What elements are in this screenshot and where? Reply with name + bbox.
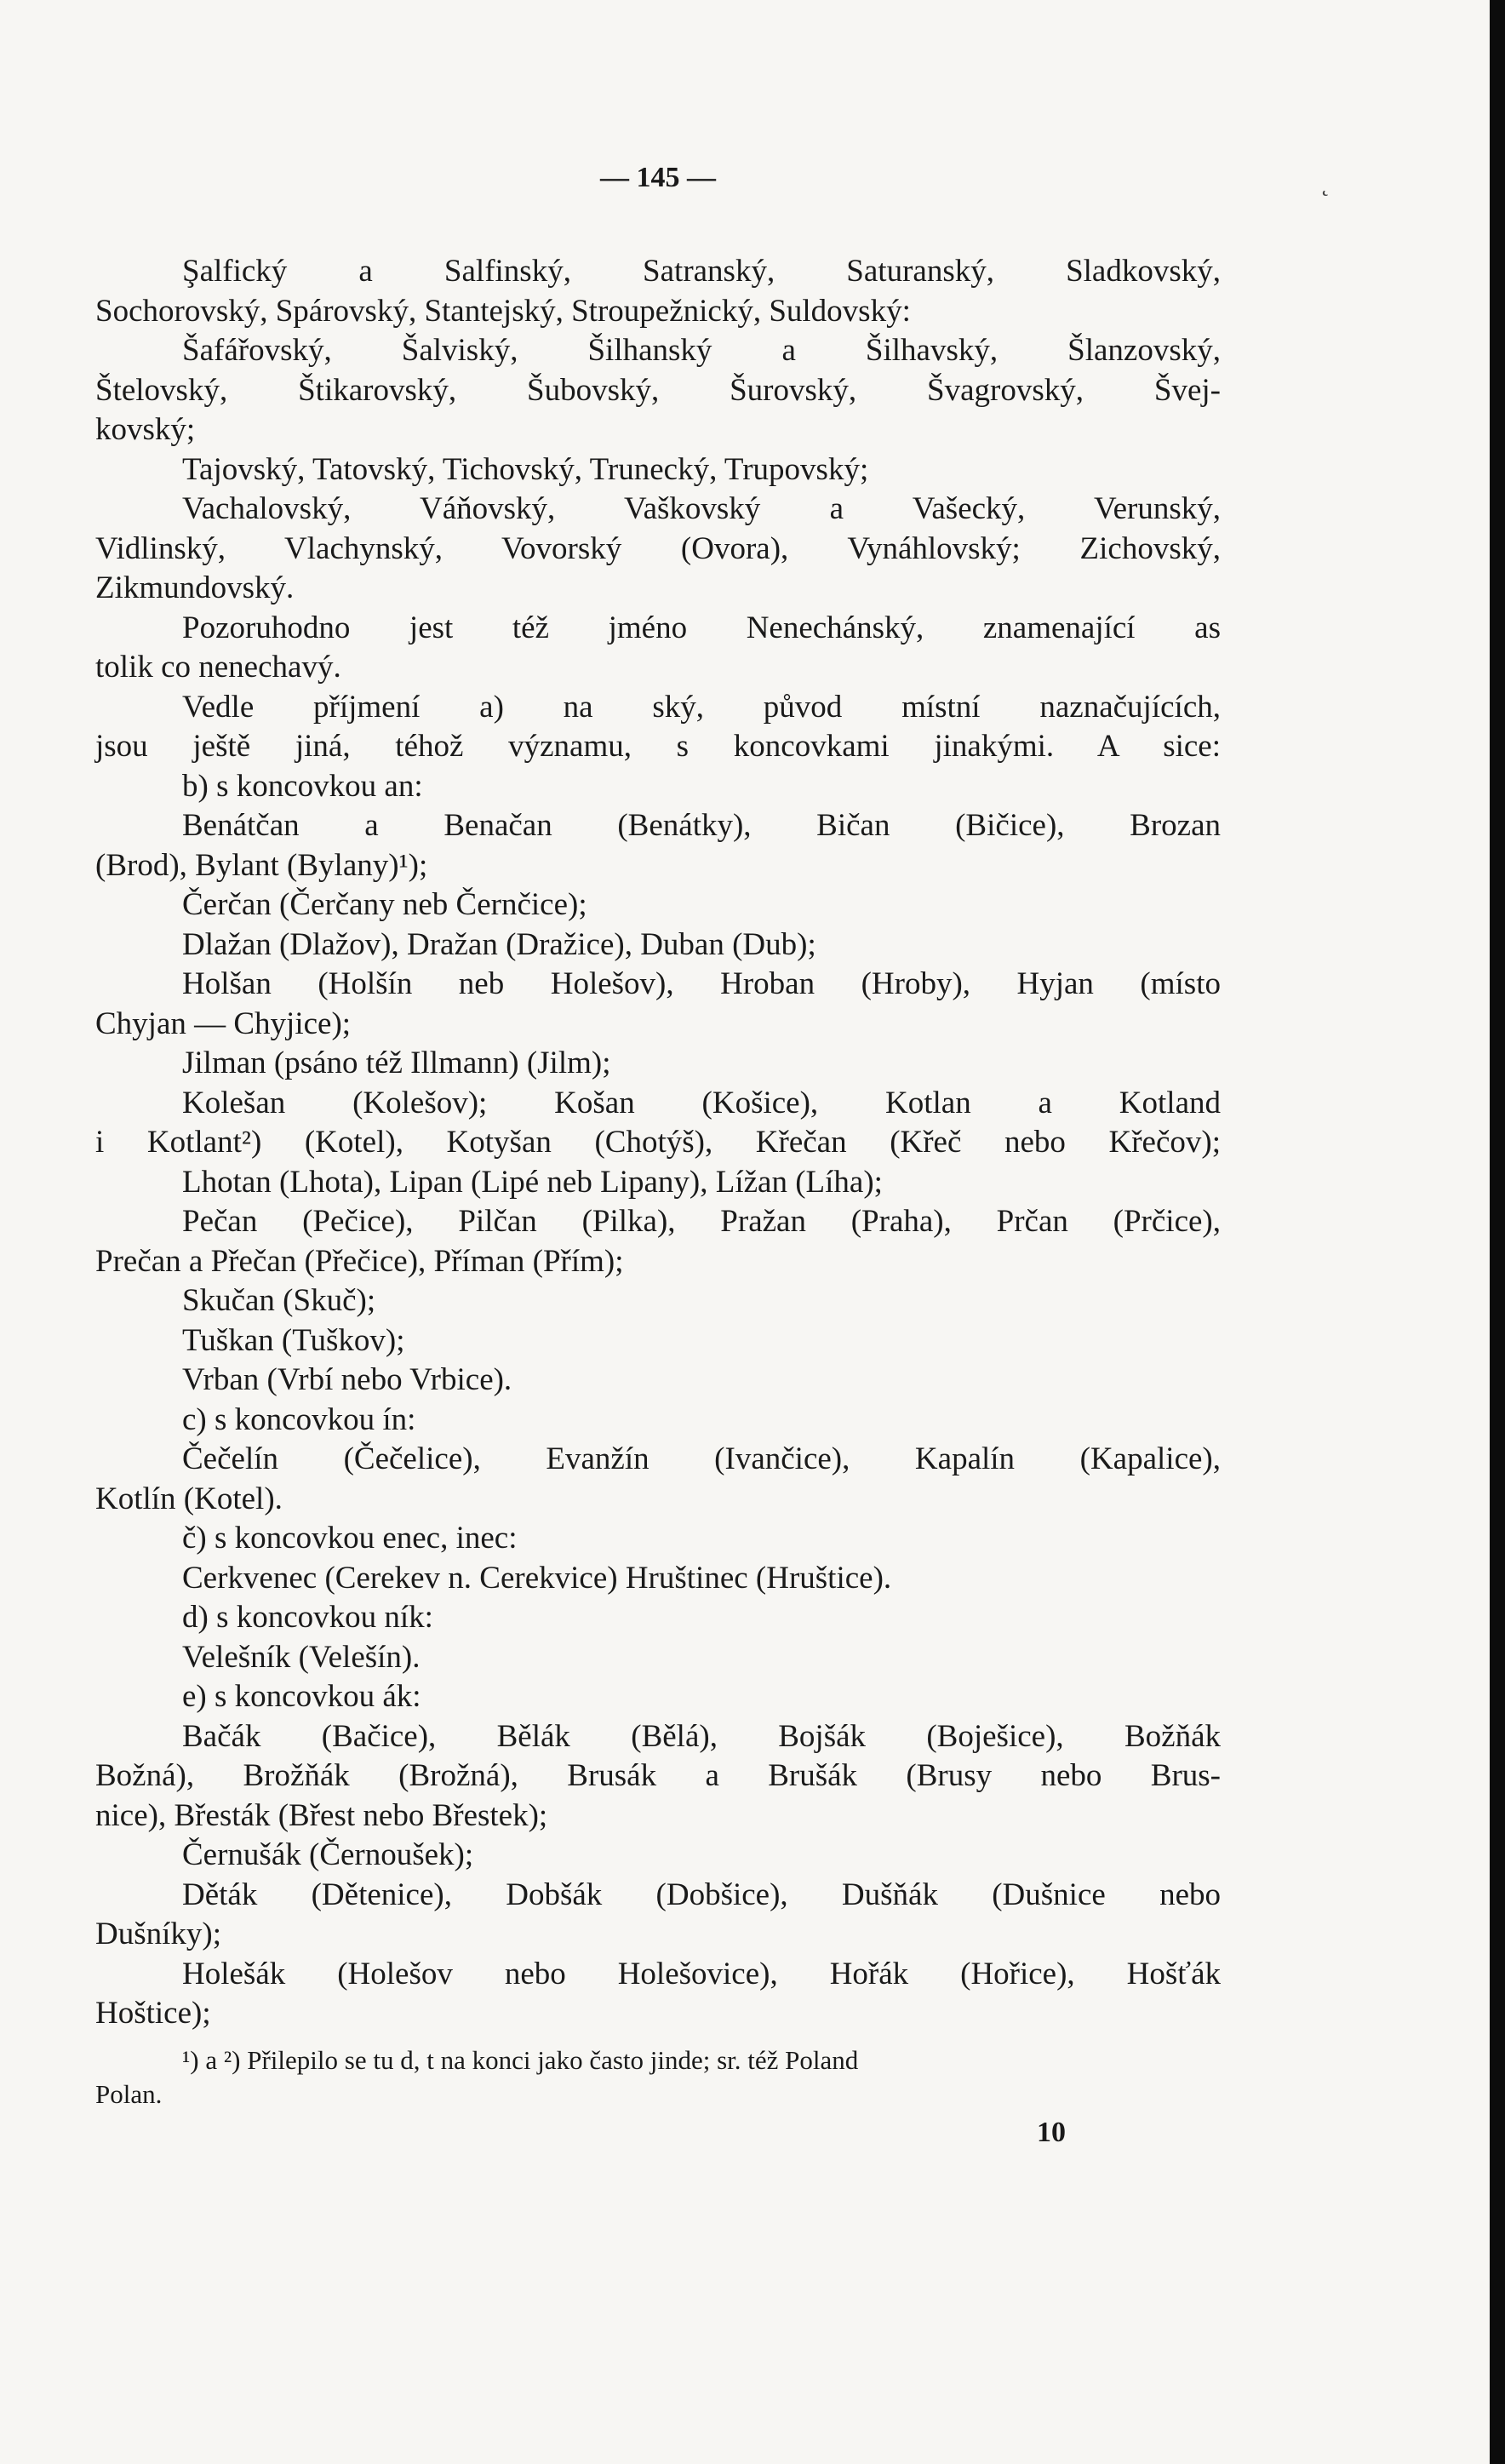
text-line: Sochorovský, Spárovský, Stantejský, Stroupežnický, Suldovský:	[95, 293, 911, 329]
text-line: jsou ještě jiná, téhož významu, s koncovkami jinakými. A sice:	[95, 729, 1221, 764]
text-line: nice), Břesták (Břest nebo Břestek);	[95, 1797, 548, 1833]
text-line: Kolešan (Kolešov); Košan (Košice), Kotlan a Kotland	[182, 1085, 1221, 1120]
text-line: Čerčan (Čerčany neb Černčice);	[182, 887, 587, 922]
text-line: č) s koncovkou enec, inec:	[182, 1521, 518, 1556]
text-line: Tajovský, Tatovský, Tichovský, Trunecký, Trupovský;	[182, 451, 869, 487]
text-line: Velešník (Velešín).	[182, 1639, 421, 1675]
text-line: d) s koncovkou ník:	[182, 1600, 433, 1635]
text-line: Prečan a Přečan (Přečice), Příman (Přím);	[95, 1243, 624, 1279]
text-line: Lhotan (Lhota), Lipan (Lipé neb Lipany), Lížan (Líha);	[182, 1164, 883, 1200]
body-text	[95, 252, 1221, 2034]
text-line: Pozoruhodno jest též jméno Nenechánský, znamenající as	[182, 610, 1221, 645]
text-line: Vidlinský, Vlachynský, Vovorský (Ovora), Vynáhlovský; Zichovský,	[95, 530, 1221, 566]
text-line: Šafářovský, Šalviský, Šilhanský a Šilhavský, Šlanzovský,	[182, 333, 1221, 368]
text-line: Holešák (Holešov nebo Holešovice), Hořák (Hořice), Hošťák	[182, 1956, 1221, 1991]
text-line: b) s koncovkou an:	[182, 768, 423, 804]
text-line: e) s koncovkou ák:	[182, 1679, 421, 1714]
text-line: kovský;	[95, 412, 196, 447]
text-line: Kotlín (Kotel).	[95, 1481, 283, 1516]
text-line: Şalfický a Salfinský, Satranský, Saturanský, Sladkovský,	[182, 254, 1221, 289]
text-line: Děták (Dětenice), Dobšák (Dobšice), Dušňák (Dušnice nebo	[182, 1877, 1221, 1912]
scan-edge	[1490, 0, 1505, 2464]
text-line: i Kotlant²) (Kotel), Kotyšan (Chotýš), Křečan (Křeč nebo Křečov);	[95, 1125, 1221, 1160]
text-line: Štelovský, Štikarovský, Šubovský, Šurovský, Švagrovský, Švej-	[95, 372, 1221, 408]
printer-signature: 10	[1037, 2117, 1066, 2148]
text-line: Vedle příjmení a) na ský, původ místní naznačujících,	[182, 689, 1221, 725]
text-line: Černušák (Černoušek);	[182, 1837, 474, 1872]
text-line: Bačák (Bačice), Bělák (Bělá), Bojšák (Boješice), Božňák	[182, 1718, 1221, 1754]
text-line: Chyjan — Chyjice);	[95, 1006, 352, 1041]
text-line: Dušníky);	[95, 1917, 221, 1951]
text-line: Benátčan a Benačan (Benátky), Bičan (Bičice), Brozan	[182, 808, 1221, 843]
text-line: Jilman (psáno též Illmann) (Jilm);	[182, 1046, 611, 1080]
text-line: Skučan (Skuč);	[182, 1283, 376, 1318]
text-line: tolik co nenechavý.	[95, 650, 341, 685]
footnote-line: ¹) a ²) Přilepilo se tu d, t na konci jako často jinde; sr. též Poland	[182, 2045, 859, 2075]
footnote-line: Polan.	[95, 2079, 163, 2109]
text-line: Holšan (Holšín neb Holešov), Hroban (Hroby), Hyjan (místo	[182, 966, 1221, 1001]
text-line: Dlažan (Dlažov), Dražan (Dražice), Duban (Dub);	[182, 926, 816, 962]
text-line: Zikmundovský.	[95, 570, 295, 605]
text-line: Cerkvenec (Cerekev n. Cerekvice) Hruštinec (Hruštice).	[182, 1560, 892, 1596]
text-line: Pečan (Pečice), Pilčan (Pilka), Pražan (Praha), Prčan (Prčice),	[182, 1204, 1221, 1239]
text-line: Hoštice);	[95, 1996, 211, 2031]
text-line: Vrban (Vrbí nebo Vrbice).	[182, 1362, 512, 1397]
text-line: Čečelín (Čečelice), Evanžín (Ivančice), Kapalín (Kapalice),	[182, 1441, 1221, 1476]
text-line: Vachalovský, Váňovský, Vaškovský a Vašecký, Verunský,	[182, 491, 1221, 526]
text-line: (Brod), Bylant (Bylany)¹);	[95, 847, 428, 883]
footnotes	[95, 2043, 1221, 2112]
text-line: c) s koncovkou ín:	[182, 1401, 416, 1437]
text-line: Tuškan (Tuškov);	[182, 1322, 405, 1358]
text-line: Božná), Brožňák (Brožná), Brusák a Brušák (Brusy nebo Brus-	[95, 1758, 1221, 1793]
stray-mark: ˛	[1321, 169, 1330, 197]
page-number: — 145 —	[600, 162, 716, 193]
